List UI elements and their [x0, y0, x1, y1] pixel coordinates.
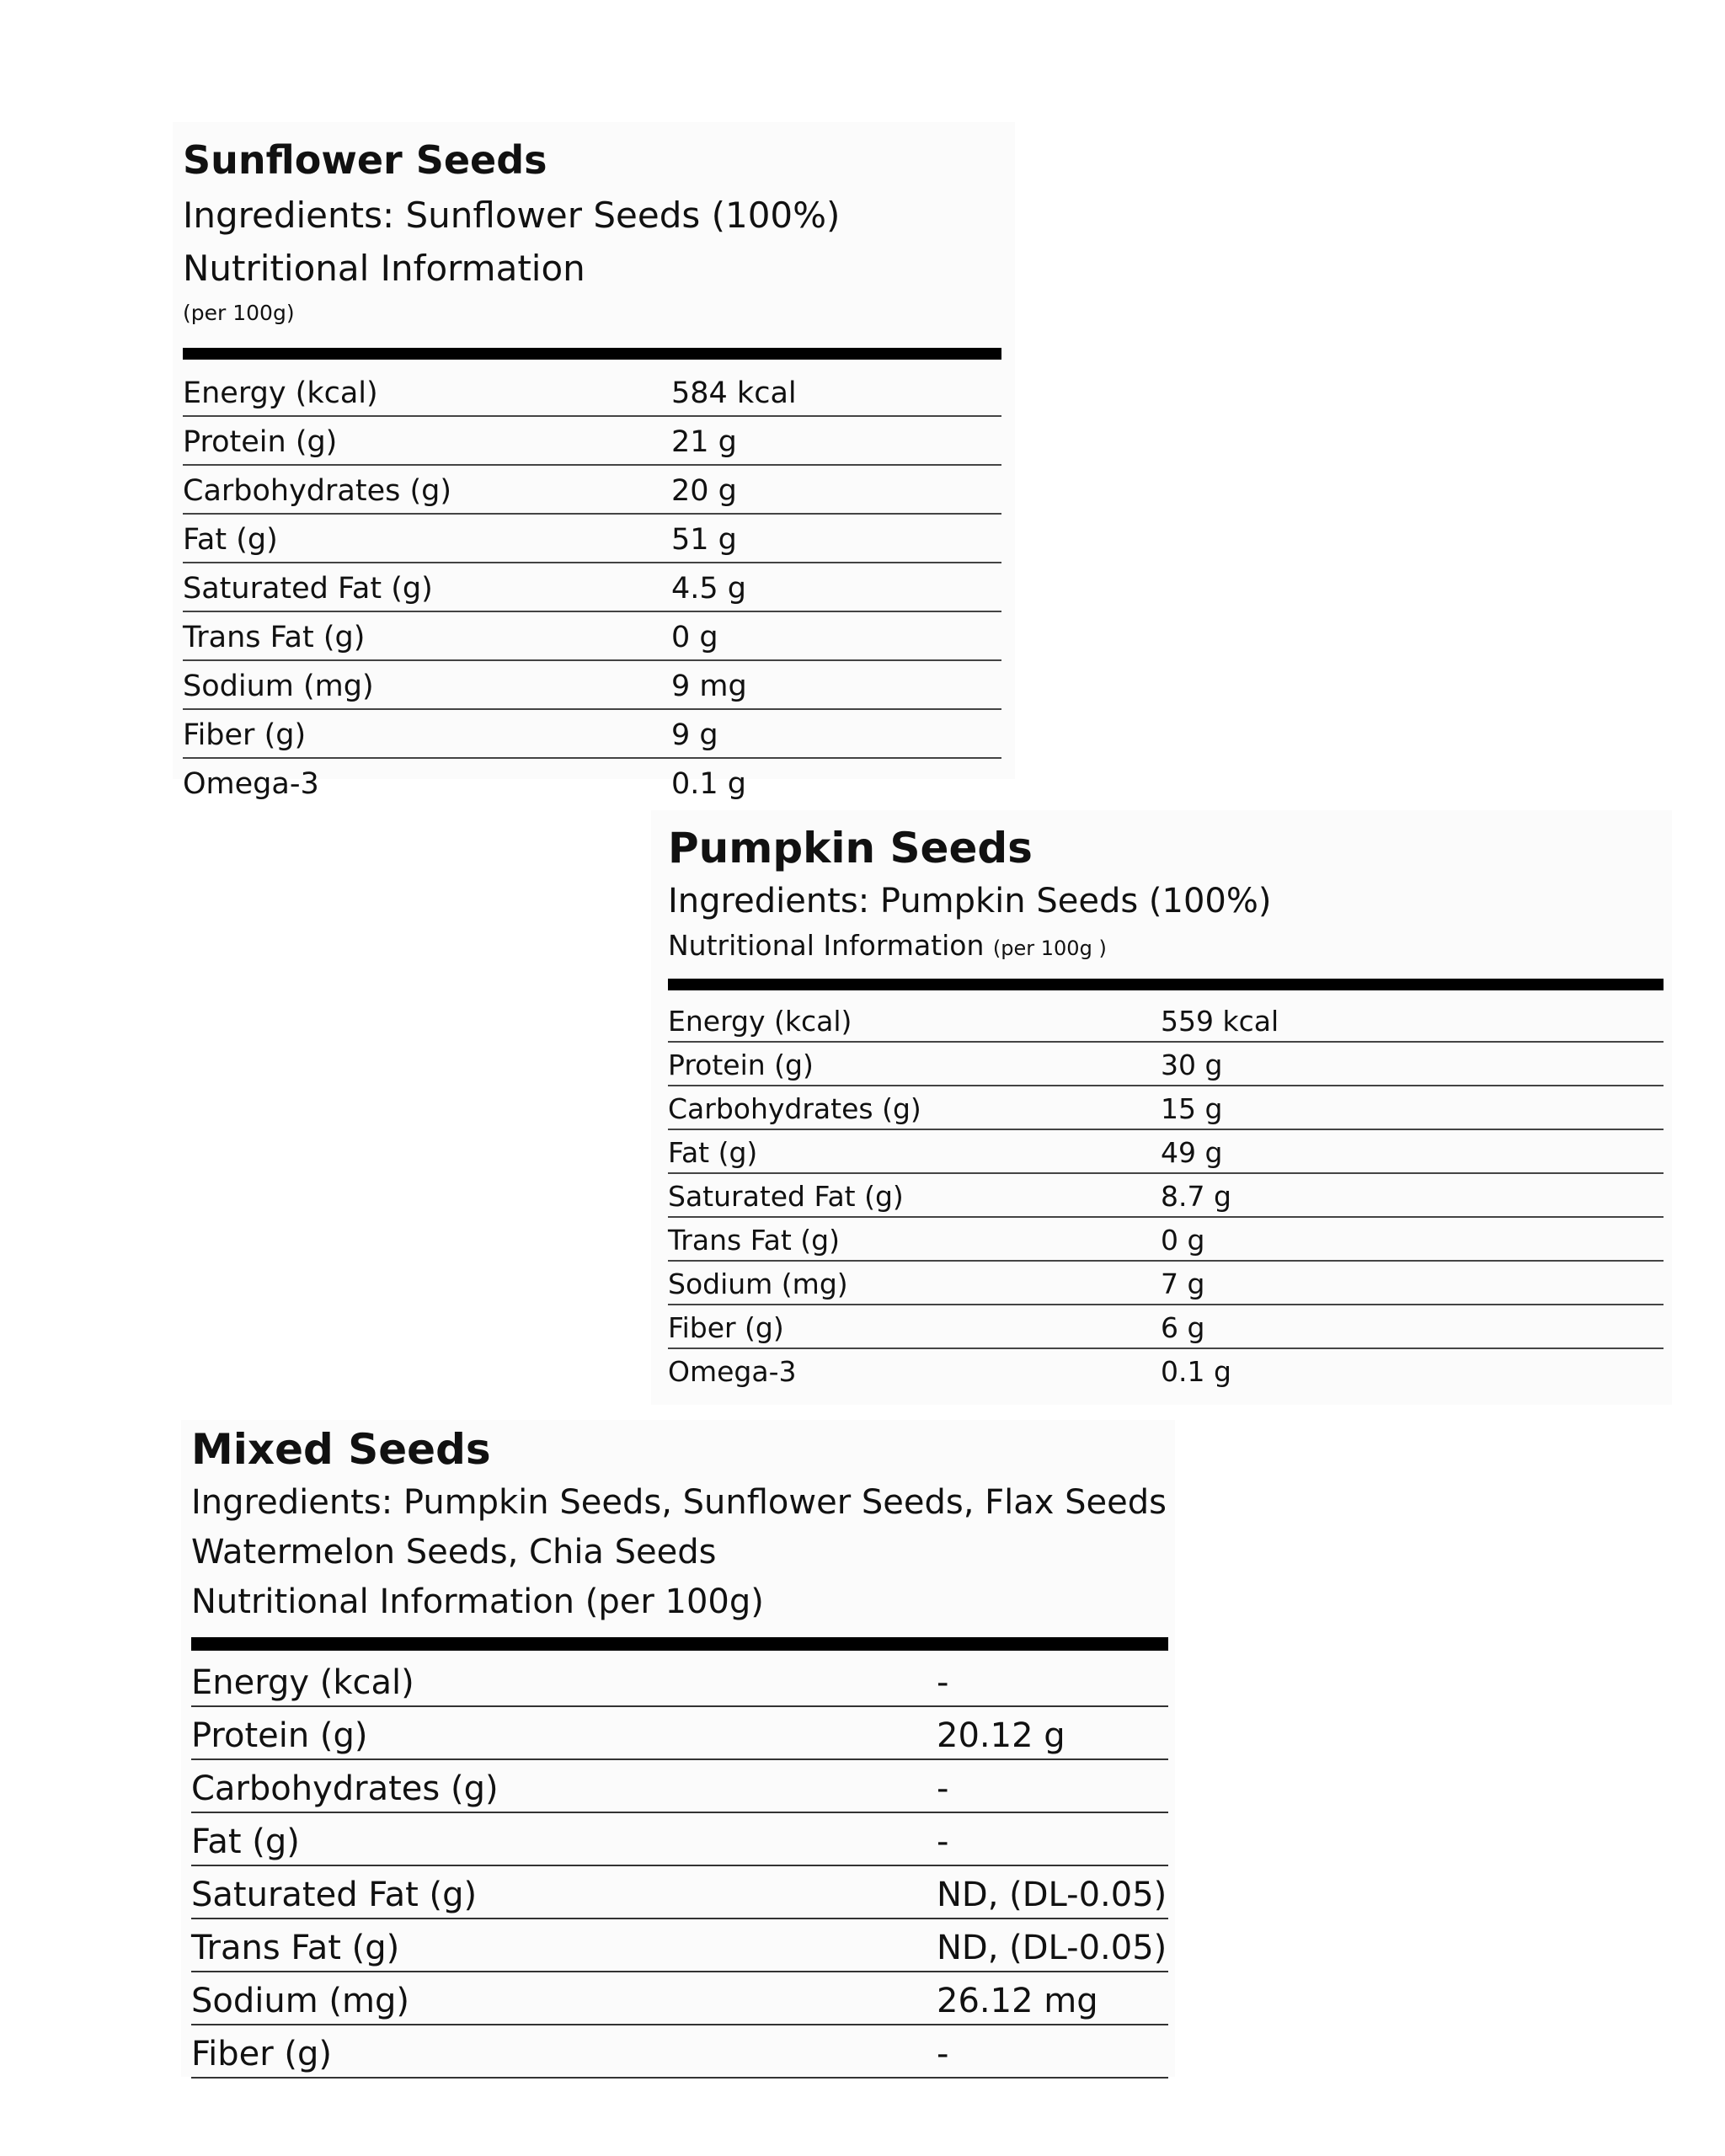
- nutrient-label: Sodium (mg): [183, 660, 671, 709]
- table-row: [668, 1173, 1664, 1217]
- mixed-title: Mixed Seeds: [191, 1425, 491, 1474]
- table-row: [191, 1919, 1168, 1972]
- nutrient-label: Trans Fat (g): [668, 1217, 1161, 1261]
- table-row: [668, 1348, 1664, 1391]
- sunflower-ingredients: Ingredients: Sunflower Seeds (100%): [183, 195, 841, 236]
- nutrient-label: Energy (kcal): [668, 999, 1161, 1042]
- nutrient-value: 0.1 g: [1161, 1355, 1231, 1388]
- pumpkin-nutrition-heading-line: [668, 929, 1107, 962]
- nutrient-label: Carbohydrates (g): [668, 1086, 1161, 1129]
- nutrient-value: -: [937, 2025, 1168, 2078]
- nutrient-label: Saturated Fat (g): [183, 563, 671, 611]
- nutrient-value: 7 g: [1161, 1261, 1664, 1305]
- sunflower-divider-bar: [183, 348, 1001, 360]
- nutrient-label: Protein (g): [183, 416, 671, 465]
- nutrient-value: ND, (DL-0.05): [937, 1919, 1168, 1972]
- table-row: [668, 1129, 1664, 1173]
- nutrient-label: Saturated Fat (g): [668, 1173, 1161, 1217]
- pumpkin-per-serving: (per 100g ): [992, 937, 1107, 960]
- pumpkin-nutrition-heading: Nutritional Information: [668, 929, 985, 962]
- nutrient-value: 8.7 g: [1161, 1173, 1664, 1217]
- table-row: [668, 1086, 1664, 1129]
- pumpkin-title: Pumpkin Seeds: [668, 824, 1033, 873]
- sunflower-nutrition-table: [183, 368, 1001, 806]
- table-row: [191, 1706, 1168, 1759]
- nutrient-label: Fiber (g): [183, 709, 671, 758]
- nutrient-label: Energy (kcal): [191, 1654, 937, 1706]
- nutrient-label: Fat (g): [191, 1812, 937, 1865]
- nutrient-value: 21 g: [671, 416, 1001, 465]
- nutrient-label: Sodium (mg): [191, 1972, 937, 2025]
- table-row: [668, 1217, 1664, 1261]
- table-row: [668, 1305, 1664, 1348]
- table-row: [183, 660, 1001, 709]
- nutrient-label: Omega-3: [668, 1355, 797, 1388]
- nutrient-label: Carbohydrates (g): [191, 1759, 937, 1812]
- nutrient-value: 9 g: [671, 709, 1001, 758]
- nutrient-label: Trans Fat (g): [183, 611, 671, 660]
- pumpkin-divider-bar: [668, 979, 1664, 990]
- nutrient-value: ND, (DL-0.05): [937, 1865, 1168, 1919]
- nutrient-value: -: [937, 1759, 1168, 1812]
- table-row: [183, 416, 1001, 465]
- table-row: [191, 1654, 1168, 1706]
- table-row: [183, 514, 1001, 563]
- nutrient-value: 15 g: [1161, 1086, 1664, 1129]
- table-row: [668, 1042, 1664, 1086]
- nutrient-value: 559 kcal: [1161, 999, 1664, 1042]
- table-row: [191, 2025, 1168, 2078]
- table-row: [668, 999, 1664, 1042]
- sunflower-seeds-panel: [173, 122, 1015, 801]
- pumpkin-seeds-panel: [651, 810, 1672, 1405]
- mixed-divider-bar: [191, 1637, 1168, 1651]
- table-row: [183, 563, 1001, 611]
- table-row: [183, 611, 1001, 660]
- table-row: [183, 709, 1001, 758]
- nutrient-value: 51 g: [671, 514, 1001, 563]
- nutrient-label: Protein (g): [668, 1042, 1161, 1086]
- table-row: [668, 1261, 1664, 1305]
- nutrient-value: 6 g: [1161, 1305, 1664, 1348]
- mixed-nutrition-heading: Nutritional Information (per 100g): [191, 1582, 764, 1621]
- sunflower-per-serving: (per 100g): [183, 301, 295, 325]
- nutrient-value: 30 g: [1161, 1042, 1664, 1086]
- table-row: [191, 1865, 1168, 1919]
- nutrient-value: 0.1 g: [671, 767, 747, 801]
- table-row: [183, 368, 1001, 416]
- nutrient-label: Fat (g): [668, 1129, 1161, 1173]
- nutrient-value: 49 g: [1161, 1129, 1664, 1173]
- nutrient-value: 9 mg: [671, 660, 1001, 709]
- nutrient-label: Saturated Fat (g): [191, 1865, 937, 1919]
- nutrient-label: Omega-3: [183, 767, 319, 801]
- pumpkin-nutrition-table: [668, 999, 1664, 1391]
- sunflower-title: Sunflower Seeds: [183, 137, 547, 183]
- table-row: [183, 758, 1001, 806]
- nutrient-value: 20 g: [671, 465, 1001, 514]
- mixed-ingredients-line-1: Ingredients: Pumpkin Seeds, Sunflower Seeds, Flax Seeds: [191, 1483, 1167, 1522]
- nutrient-value: 0 g: [671, 611, 1001, 660]
- nutrient-value: 0 g: [1161, 1217, 1664, 1261]
- mixed-nutrition-table: [191, 1654, 1168, 2079]
- nutrient-value: 584 kcal: [671, 368, 1001, 416]
- nutrient-value: 4.5 g: [671, 563, 1001, 611]
- nutrient-label: Fat (g): [183, 514, 671, 563]
- nutrient-label: Fiber (g): [191, 2025, 937, 2078]
- table-row: [183, 465, 1001, 514]
- nutrient-value: -: [937, 1812, 1168, 1865]
- nutrient-label: Energy (kcal): [183, 368, 671, 416]
- nutrient-label: Sodium (mg): [668, 1261, 1161, 1305]
- pumpkin-ingredients: Ingredients: Pumpkin Seeds (100%): [668, 882, 1272, 921]
- nutrient-value: -: [937, 1654, 1168, 1706]
- table-row: [191, 1972, 1168, 2025]
- nutrient-value: 26.12 mg: [937, 1972, 1168, 2025]
- mixed-seeds-panel: [181, 1420, 1175, 2077]
- table-row: [191, 1759, 1168, 1812]
- nutrient-value: 20.12 g: [937, 1706, 1168, 1759]
- nutrient-label: Carbohydrates (g): [183, 465, 671, 514]
- table-row: [191, 1812, 1168, 1865]
- nutrient-label: Trans Fat (g): [191, 1919, 937, 1972]
- mixed-ingredients-line-2: Watermelon Seeds, Chia Seeds: [191, 1533, 717, 1572]
- sunflower-nutrition-heading: Nutritional Information: [183, 248, 585, 289]
- nutrient-label: Protein (g): [191, 1706, 937, 1759]
- nutrient-label: Fiber (g): [668, 1305, 1161, 1348]
